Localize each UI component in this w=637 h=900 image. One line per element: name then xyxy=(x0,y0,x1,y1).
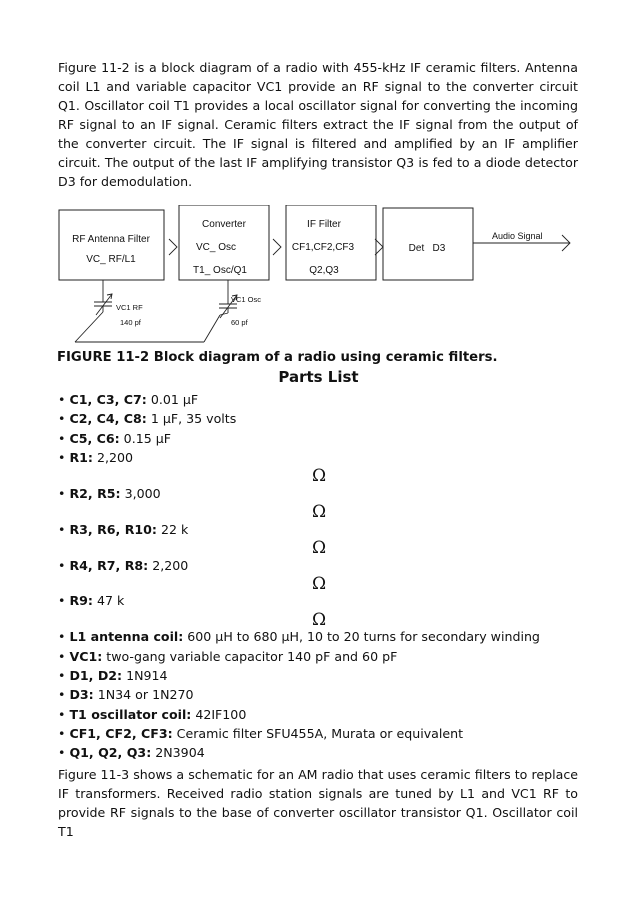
bullet: • xyxy=(58,648,66,664)
rf-block-label-2: VC_ RF/L1 xyxy=(86,254,136,265)
bullet: • xyxy=(58,706,66,722)
list-item xyxy=(58,409,598,428)
part-value: two-gang variable capacitor 140 pF and 60 pF xyxy=(102,648,398,664)
part-label: R9: xyxy=(69,593,93,609)
part-label: C2, C4, C8: xyxy=(69,411,147,427)
vc1-rf-value: 140 pf xyxy=(120,318,141,327)
arrow-converter-to-if-icon xyxy=(273,239,281,255)
vc1-rf-label: VC1 RF xyxy=(116,303,143,312)
part-value: Ceramic filter SFU455A, Murata or equivalent xyxy=(172,725,464,741)
list-item xyxy=(58,484,598,503)
rf-block-label-1: RF Antenna Filter xyxy=(72,234,150,245)
part-label: D1, D2: xyxy=(69,667,123,683)
bullet: • xyxy=(58,430,66,446)
bullet: • xyxy=(58,521,66,537)
part-value: 22 k xyxy=(156,521,189,537)
part-value: 0.01 μF xyxy=(146,392,199,407)
ohm-symbol: Ω xyxy=(312,502,327,522)
if-filter-label-2: CF1,CF2,CF3 xyxy=(291,242,355,253)
bullet: • xyxy=(58,392,66,407)
vc1-osc-value: 60 pf xyxy=(231,318,248,327)
list-item xyxy=(58,390,598,409)
bullet: • xyxy=(58,745,66,761)
part-label: C1, C3, C7: xyxy=(69,392,147,407)
list-item xyxy=(58,556,598,575)
if-filter-label-3: Q2,Q3 xyxy=(309,265,339,276)
closing-paragraph: Figure 11-3 shows a schematic for an AM radio that uses ceramic filters to replace IF transformers. Received radio station signals are tuned by L1 and VC1 RF to provide RF signals to the base of converter oscillator transistor Q1. Oscillator coil T1 xyxy=(58,767,578,839)
list-item xyxy=(58,627,598,646)
bullet: • xyxy=(58,687,66,703)
ohm-symbol: Ω xyxy=(312,574,327,594)
block-diagram xyxy=(56,205,586,350)
part-label: C5, C6: xyxy=(69,430,120,446)
converter-label-1: Converter xyxy=(202,219,246,230)
part-value: 1N914 xyxy=(122,667,168,683)
bullet: • xyxy=(58,557,66,573)
list-item xyxy=(58,724,598,743)
list-item xyxy=(58,743,598,762)
part-label: R4, R7, R8: xyxy=(69,557,149,573)
part-label: VC1: xyxy=(69,648,103,664)
bullet: • xyxy=(58,667,66,683)
part-value: 2,200 xyxy=(92,449,134,465)
if-filter-label-1: IF Filter xyxy=(307,219,341,230)
list-item xyxy=(58,591,598,610)
figure-caption: FIGURE 11-2 Block diagram of a radio using ceramic filters. xyxy=(57,350,498,365)
parts-list xyxy=(58,390,598,762)
part-label: R1: xyxy=(69,449,93,465)
bullet: • xyxy=(58,485,66,501)
part-value: 2,200 xyxy=(148,557,189,573)
list-item xyxy=(58,520,598,539)
vc1-osc-label: VC1 Osc xyxy=(231,295,262,304)
list-item xyxy=(58,448,598,467)
part-label: R3, R6, R10: xyxy=(69,521,157,537)
detector-label: Det D3 xyxy=(408,243,446,254)
part-label: D3: xyxy=(69,687,94,703)
list-item xyxy=(58,666,598,685)
arrow-rf-to-converter-icon xyxy=(169,239,177,255)
list-item xyxy=(58,705,598,724)
rf-antenna-filter-block xyxy=(59,210,164,280)
parts-list-title: Parts List xyxy=(278,368,359,386)
bullet: • xyxy=(58,629,66,645)
variable-capacitor-rf-icon xyxy=(75,280,220,342)
part-label: R2, R5: xyxy=(69,485,121,501)
bullet: • xyxy=(58,449,66,465)
intro-paragraph: Figure 11-2 is a block diagram of a radio with 455-kHz IF ceramic filters. Antenna coil L1 and variable capacitor VC1 provide an RF signal to the converter circuit Q1. Oscillator coil T1 provides a local oscillator signal for converting the incoming RF signal to an IF signal. Ceramic filters extract the IF signal from the output of the converter circuit. The IF signal is filtered and amplified by an IF amplifier circuit. The output of the last IF amplifying transistor Q3 is fed to a diode detector D3 for demodulation. xyxy=(58,60,578,189)
part-label: L1 antenna coil: xyxy=(69,629,184,645)
list-item xyxy=(58,685,598,704)
bullet: • xyxy=(58,725,66,741)
part-value: 0.15 μF xyxy=(119,430,171,446)
bullet: • xyxy=(58,411,66,427)
part-label: Q1, Q2, Q3: xyxy=(69,745,152,761)
part-value: 1N34 or 1N270 xyxy=(93,687,194,703)
part-label: CF1, CF2, CF3: xyxy=(69,725,173,741)
ohm-symbol: Ω xyxy=(312,610,327,630)
part-label: T1 oscillator coil: xyxy=(69,706,192,722)
converter-label-2: VC_ Osc xyxy=(195,242,237,253)
part-value: 600 μH to 680 μH, 10 to 20 turns for secondary winding xyxy=(183,629,540,645)
ohm-symbol: Ω xyxy=(312,538,327,558)
part-value: 1 μF, 35 volts xyxy=(146,411,237,427)
audio-signal-label: Audio Signal xyxy=(492,231,543,241)
converter-label-3: T1_ Osc/Q1 xyxy=(193,265,247,276)
bullet: • xyxy=(58,593,66,609)
list-item xyxy=(58,429,598,448)
part-value: 42IF100 xyxy=(191,706,247,722)
list-item xyxy=(58,647,598,666)
part-value: 47 k xyxy=(92,593,125,609)
ohm-symbol: Ω xyxy=(312,466,327,486)
part-value: 3,000 xyxy=(120,485,161,501)
part-value: 2N3904 xyxy=(151,745,205,761)
